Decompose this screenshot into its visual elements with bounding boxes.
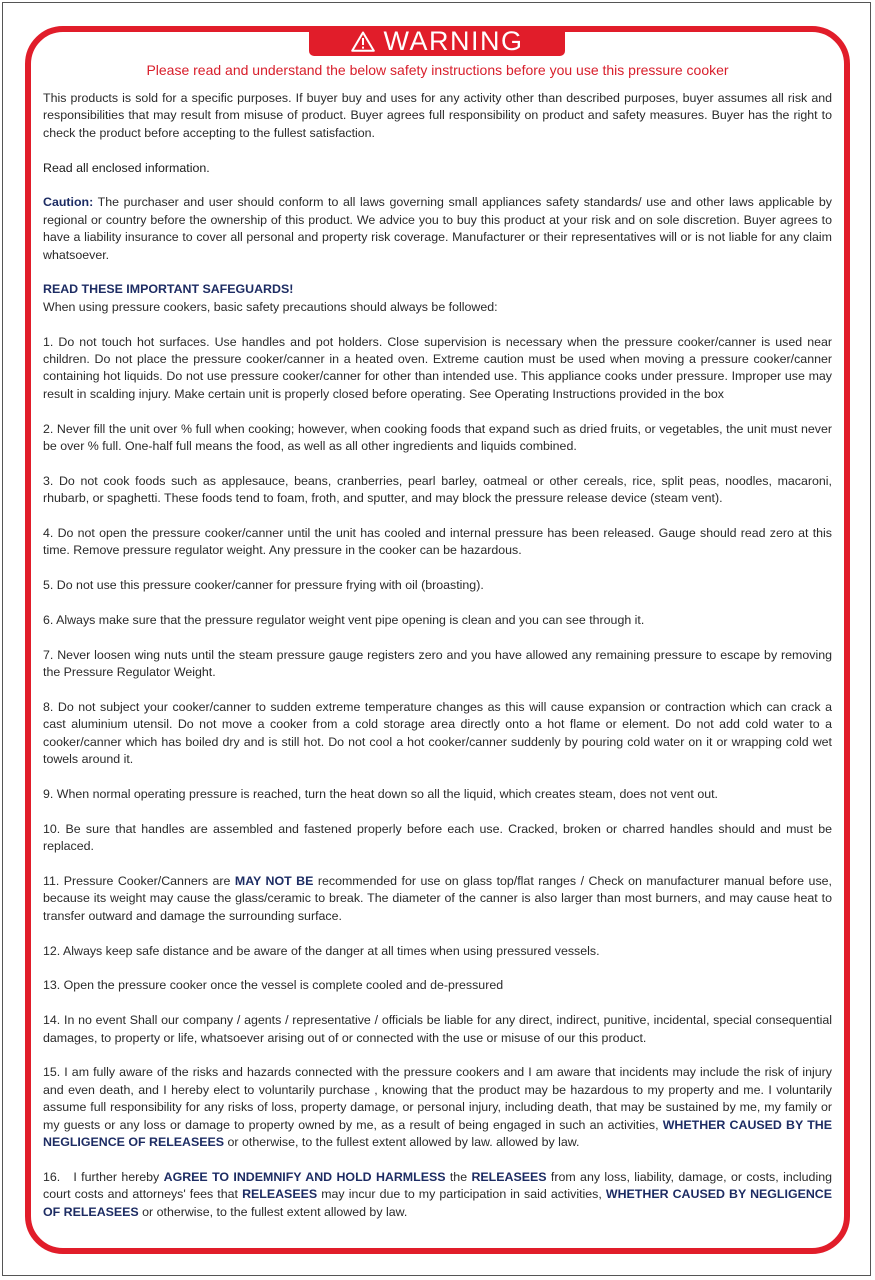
instructions-body	[43, 90, 832, 1221]
caution-text: The purchaser and user should conform to all laws governing small appliances safety standards/ use and other laws applicable by regional or country before the ownership of this product. We advice you to buy this product at your risk and on sole discretion. Buyer agrees to have a liability insurance to cover all personal and property risk coverage. Manufacturer or their representatives will or is not liable for any claim whatsoever.	[43, 195, 832, 262]
instruction-item: 9. When normal operating pressure is reached, turn the heat down so all the liquid, which creates steam, does not vent out.	[43, 787, 718, 802]
intro-paragraph: This products is sold for a specific purposes. If buyer buy and uses for any activity other than described purposes, buyer assumes all risk and responsibilities that may result from misuse of product. Buyer agrees full responsibility on product and safety measures. Buyer has the right to check the product before accepting to the fullest satisfaction.	[43, 91, 832, 140]
instruction-item: 5. Do not use this pressure cooker/canner for pressure frying with oil (broasting).	[43, 578, 484, 593]
subtitle: Please read and understand the below safety instructions before you use this pressure cooker	[146, 62, 729, 78]
item16-emph1: AGREE TO INDEMNIFY AND HOLD HARMLESS	[163, 1169, 446, 1184]
item11-post: recommended for use on glass top/flat ranges / Check on manufacturer manual before use, because its weight may cause the glass/ceramic to break. The diameter of the canner is also larger than most burners, and may cause heat to transfer outward and damage the surrounding surface.	[43, 874, 832, 923]
item11-pre: 11. Pressure Cooker/Canners are	[43, 874, 235, 889]
warning-triangle-icon	[351, 31, 375, 52]
item16-part2: the	[445, 1169, 472, 1184]
caution-paragraph	[43, 194, 832, 264]
item15-emph: WHETHER CAUSED BY THE NEGLIGENCE OF RELEASEES	[43, 1117, 833, 1150]
item16-emph2: RELEASEES	[471, 1169, 547, 1184]
instruction-item: 6. Always make sure that the pressure regulator weight vent pipe opening is clean and you can see through it.	[43, 613, 645, 628]
instruction-item: 13. Open the pressure cooker once the vessel is complete cooled and de-pressured	[43, 978, 504, 993]
item16-part4: may incur due to my participation in said activities,	[317, 1187, 606, 1202]
item16-emph4: WHETHER CAUSED BY NEGLIGENCE OF RELEASEES	[43, 1187, 833, 1219]
instruction-item: 8. Do not subject your cooker/canner to sudden extreme temperature changes as this will cause expansion or contraction which can crack a cast aluminium utensil. Do not move a cooker from a cold storage area directly onto a hot flame or element. Do not add cold water to a cooker/canner which has boiled dry and is still hot. Do not cool a hot cooker/canner suddenly by pouring cold water on it or wrapping cold wet towels around it.	[43, 700, 832, 767]
instruction-item: 14. In no event Shall our company / agents / representative / officials be liable for any direct, indirect, punitive, incidental, special consequential damages, to property or life, whatsoever arising out of or connected with the use or misuse of our this product.	[43, 1013, 832, 1045]
read-all-line: Read all enclosed information.	[43, 160, 210, 175]
caution-label: Caution:	[43, 195, 94, 210]
instruction-item-11	[43, 873, 832, 925]
warning-title: WARNING	[383, 26, 524, 56]
item16-part5: or otherwise, to the fullest extent allowed by law.	[138, 1204, 408, 1219]
instruction-item: 7. Never loosen wing nuts until the steam pressure gauge registers zero and you have allowed any remaining pressure to escape by removing the Pressure Regulator Weight.	[43, 647, 832, 680]
item15-pre: 15. I am fully aware of the risks and hazards connected with the pressure cookers and I am aware that incidents may include the risk of injury and even death, and I hereby elect to voluntarily purchase , knowing that the product may be hazardous to my property and me. I voluntarily assume full responsibility for any risks of loss, property damage, or personal injury, including death, that may be sustained by me, my family or my guests or any loss or damage to property owned by me, as a result of being engaged in such an activities,	[43, 1065, 832, 1132]
warning-banner	[309, 26, 565, 56]
instruction-item: 10. Be sure that handles are assembled and fastened properly before each use. Cracked, broken or charred handles should and must be replaced.	[43, 821, 832, 854]
instruction-item: 12. Always keep safe distance and be aware of the danger at all times when using pressured vessels.	[43, 943, 600, 958]
item16-part3: from any loss, liability, damage, or costs, including court costs and attorneys' fees that	[43, 1169, 832, 1202]
item11-emph: MAY NOT BE	[234, 874, 314, 889]
item16-part1: 16. I further hereby	[43, 1169, 164, 1184]
instruction-item-16	[43, 1169, 832, 1221]
instruction-item: 2. Never fill the unit over % full when cooking; however, when cooking foods that expand such as dried fruits, or vegetables, the unit must never be over % full. One-half full means the food, as well as all other ingredients and liquids combined.	[43, 421, 832, 454]
instruction-item: 1. Do not touch hot surfaces. Use handles and pot holders. Close supervision is necessary when the pressure cooker/canner is used near children. Do not place the pressure cooker/canner in a heated oven. Extreme caution must be used when moving a pressure cooker/canner containing hot liquids. Do not use pressure cooker/canner for other than intended use. This appliance cooks under pressure. Improper use may result in scalding injury. Make certain unit is properly closed before operating. See Operating Instructions provided in the box	[43, 334, 832, 401]
item16-emph3: RELEASEES	[242, 1187, 318, 1202]
safeguards-heading: READ THESE IMPORTANT SAFEGUARDS!	[43, 282, 294, 297]
instruction-item: 4. Do not open the pressure cooker/canner until the unit has cooled and internal pressure has been released. Gauge should read zero at this time. Remove pressure regulator weight. Any pressure in the cooker can be hazardous.	[43, 526, 832, 558]
instruction-item: 3. Do not cook foods such as applesauce, beans, cranberries, pearl barley, oatmeal or other cereals, rice, split peas, noodles, macaroni, rhubarb, or spaghetti. These foods tend to foam, froth, and sputter, and may block the pressure release device (steam vent).	[43, 473, 832, 506]
instruction-item-15	[43, 1064, 832, 1151]
item15-post: or otherwise, to the fullest extent allowed by law. allowed by law.	[224, 1135, 580, 1150]
safeguards-subheading: When using pressure cookers, basic safety precautions should always be followed:	[43, 299, 498, 314]
